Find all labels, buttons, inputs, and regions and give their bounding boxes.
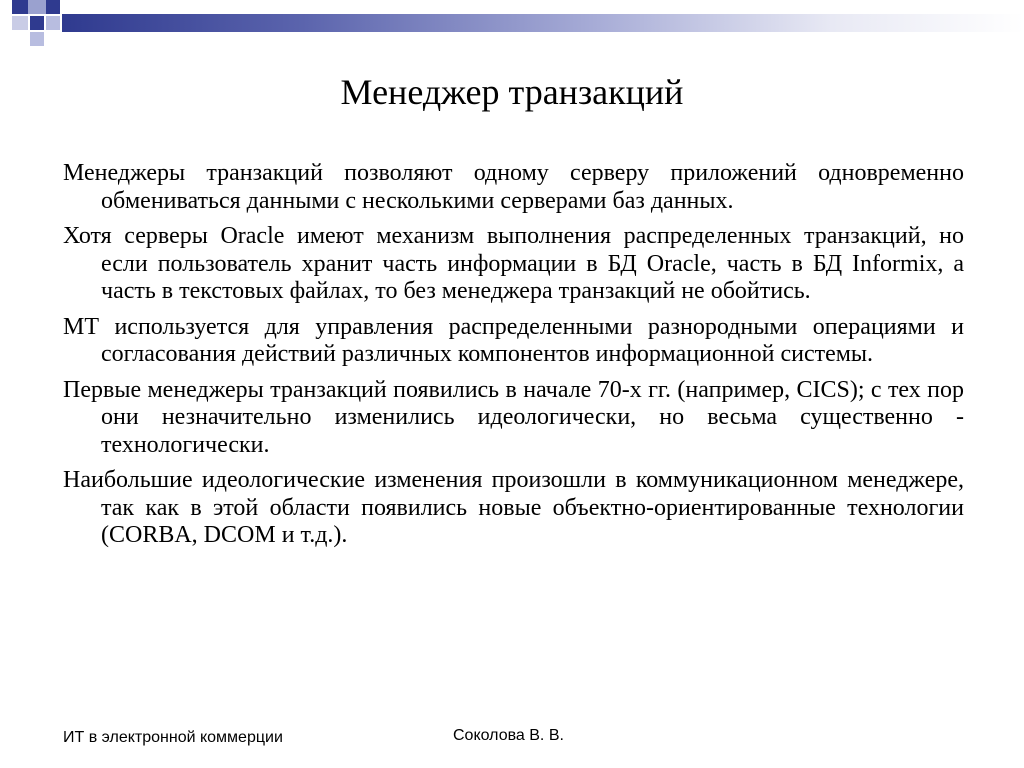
footer-course-title: ИТ в электронной коммерции — [63, 729, 283, 746]
slide-title: Менеджер транзакций — [340, 72, 684, 112]
decor-square — [30, 32, 44, 46]
decor-square — [30, 16, 44, 30]
decor-square — [28, 0, 46, 14]
slide-body — [63, 160, 964, 558]
decor-square — [46, 0, 60, 14]
body-paragraph: Наибольшие идеологические изменения произошли в коммуникационном менеджере, так как в этой области появились новые объектно-ориентированные технологии (CORBA, DCOM и т.д.). — [63, 467, 964, 548]
body-paragraph: Менеджеры транзакций позволяют одному серверу приложений одновременно обмениваться данными с несколькими серверами баз данных. — [63, 160, 964, 214]
body-paragraph: МТ используется для управления распределенными разнородными операциями и согласования действий различных компонентов информационной системы. — [63, 313, 964, 367]
header-gradient-bar — [62, 14, 1024, 32]
body-paragraph: Первые менеджеры транзакций появились в начале 70-х гг. (например, CICS); с тех пор они незначительно изменились идеологически, но весьма существенно - технологически. — [63, 376, 964, 458]
decor-square — [12, 16, 28, 30]
decor-square — [12, 0, 28, 14]
body-paragraph: Хотя серверы Oracle имеют механизм выполнения распределенных транзакций, но если пользователь хранит часть информации в БД Oracle, часть в БД Informix, а часть в текстовых файлах, то без менеджера транзакций не обойтись. — [63, 223, 964, 304]
decor-square — [46, 16, 60, 30]
footer-author: Соколова В. В. — [453, 727, 564, 744]
